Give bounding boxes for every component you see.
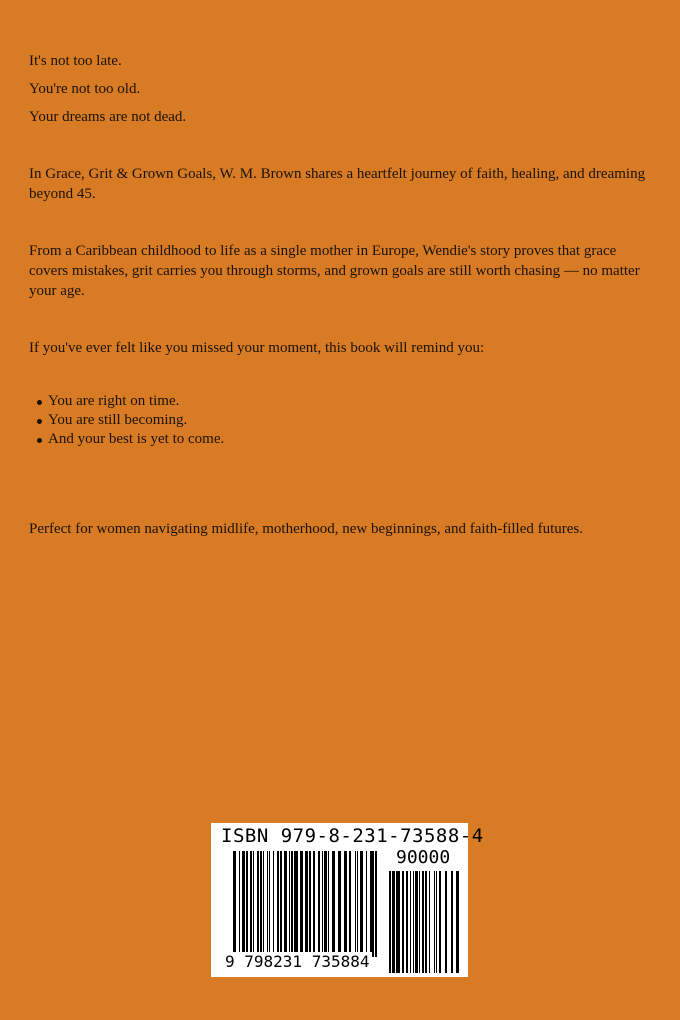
bullet-icon <box>37 438 42 443</box>
barcode-bar <box>349 851 351 957</box>
isbn-label: ISBN 979-8-231-73588-4 <box>221 825 484 847</box>
barcode-bar <box>250 851 252 957</box>
barcode-bar <box>289 851 290 957</box>
barcode-bar <box>242 851 245 957</box>
barcode-bar <box>246 851 248 957</box>
barcode-bar <box>360 851 363 957</box>
barcode-bar <box>277 851 279 957</box>
barcode-bar <box>370 851 374 957</box>
barcode-bar <box>324 851 327 957</box>
barcode-bar <box>291 851 293 957</box>
barcode-bar <box>253 851 254 957</box>
barcode-bar <box>429 871 430 973</box>
barcode-bar <box>406 871 408 973</box>
barcode-bar <box>392 871 395 973</box>
barcode-bar <box>355 851 356 957</box>
barcode-bar <box>300 851 303 957</box>
list-item: You are still becoming. <box>29 411 659 430</box>
isbn-barcode <box>211 823 484 977</box>
opening-line-3: Your dreams are not dead. <box>29 109 187 125</box>
barcode-bar <box>322 851 323 957</box>
barcode-bar <box>257 851 259 957</box>
barcode-bar <box>456 871 459 973</box>
lead-in-paragraph: If you've ever felt like you missed your moment, this book will remind you: <box>29 340 485 356</box>
barcode-bar <box>273 851 274 957</box>
barcode-bar <box>366 851 367 957</box>
barcode-bar <box>410 871 411 973</box>
bullet-icon <box>37 400 42 405</box>
barcode-bar <box>425 871 427 973</box>
barcode-bar <box>402 871 404 973</box>
barcode-bar <box>344 851 347 957</box>
barcode-bar <box>338 851 341 957</box>
barcode-bar <box>313 851 315 957</box>
ean-digits: 9 798231 735884 <box>225 952 370 971</box>
barcode-bar <box>267 851 268 957</box>
barcode-bar <box>294 851 298 957</box>
barcode-bar <box>451 871 453 973</box>
bullet-icon <box>37 419 42 424</box>
list-item: You are right on time. <box>29 392 659 411</box>
barcode-bar <box>415 871 418 973</box>
barcode-bar <box>419 871 420 973</box>
barcode-bar <box>396 871 400 973</box>
barcode-bar <box>375 851 377 957</box>
intro-paragraph: In Grace, Grit & Grown Goals, W. M. Brown shares a heartfelt journey of faith, healing, and dreaming beyond 45. <box>29 166 646 202</box>
barcode-bar <box>284 851 287 957</box>
list-item: And your best is yet to come. <box>29 430 659 449</box>
barcode-bar <box>233 851 236 957</box>
barcode-bar <box>260 851 262 957</box>
opening-line-2: You're not too old. <box>29 81 141 97</box>
barcode-bar <box>436 871 437 973</box>
price-code: 90000 <box>396 847 451 868</box>
barcode-bar <box>280 851 282 957</box>
barcode-bar <box>413 871 414 973</box>
barcode-bar <box>318 851 320 957</box>
barcode-bar <box>445 871 447 973</box>
barcode-bar <box>269 851 270 957</box>
barcode-bar <box>357 851 358 957</box>
barcode-bar <box>328 851 329 957</box>
barcode-bar <box>263 851 264 957</box>
opening-line-1: It's not too late. <box>29 53 122 69</box>
barcode-bar <box>309 851 311 957</box>
barcode-bar <box>239 851 240 957</box>
story-paragraph: From a Caribbean childhood to life as a single mother in Europe, Wendie's story proves that grace covers mistakes, grit carries you through storms, and grown goals are still worth chasing — no matter your age. <box>29 243 640 299</box>
barcode-bar <box>434 871 435 973</box>
affirmation-list <box>29 392 659 449</box>
barcode-bar <box>305 851 308 957</box>
barcode-bar <box>332 851 335 957</box>
back-cover-text <box>29 52 659 539</box>
barcode-bar <box>422 871 424 973</box>
audience-paragraph: Perfect for women navigating midlife, motherhood, new beginnings, and faith-filled futures. <box>29 521 584 537</box>
barcode-bar <box>389 871 391 973</box>
barcode-bar <box>439 871 441 973</box>
